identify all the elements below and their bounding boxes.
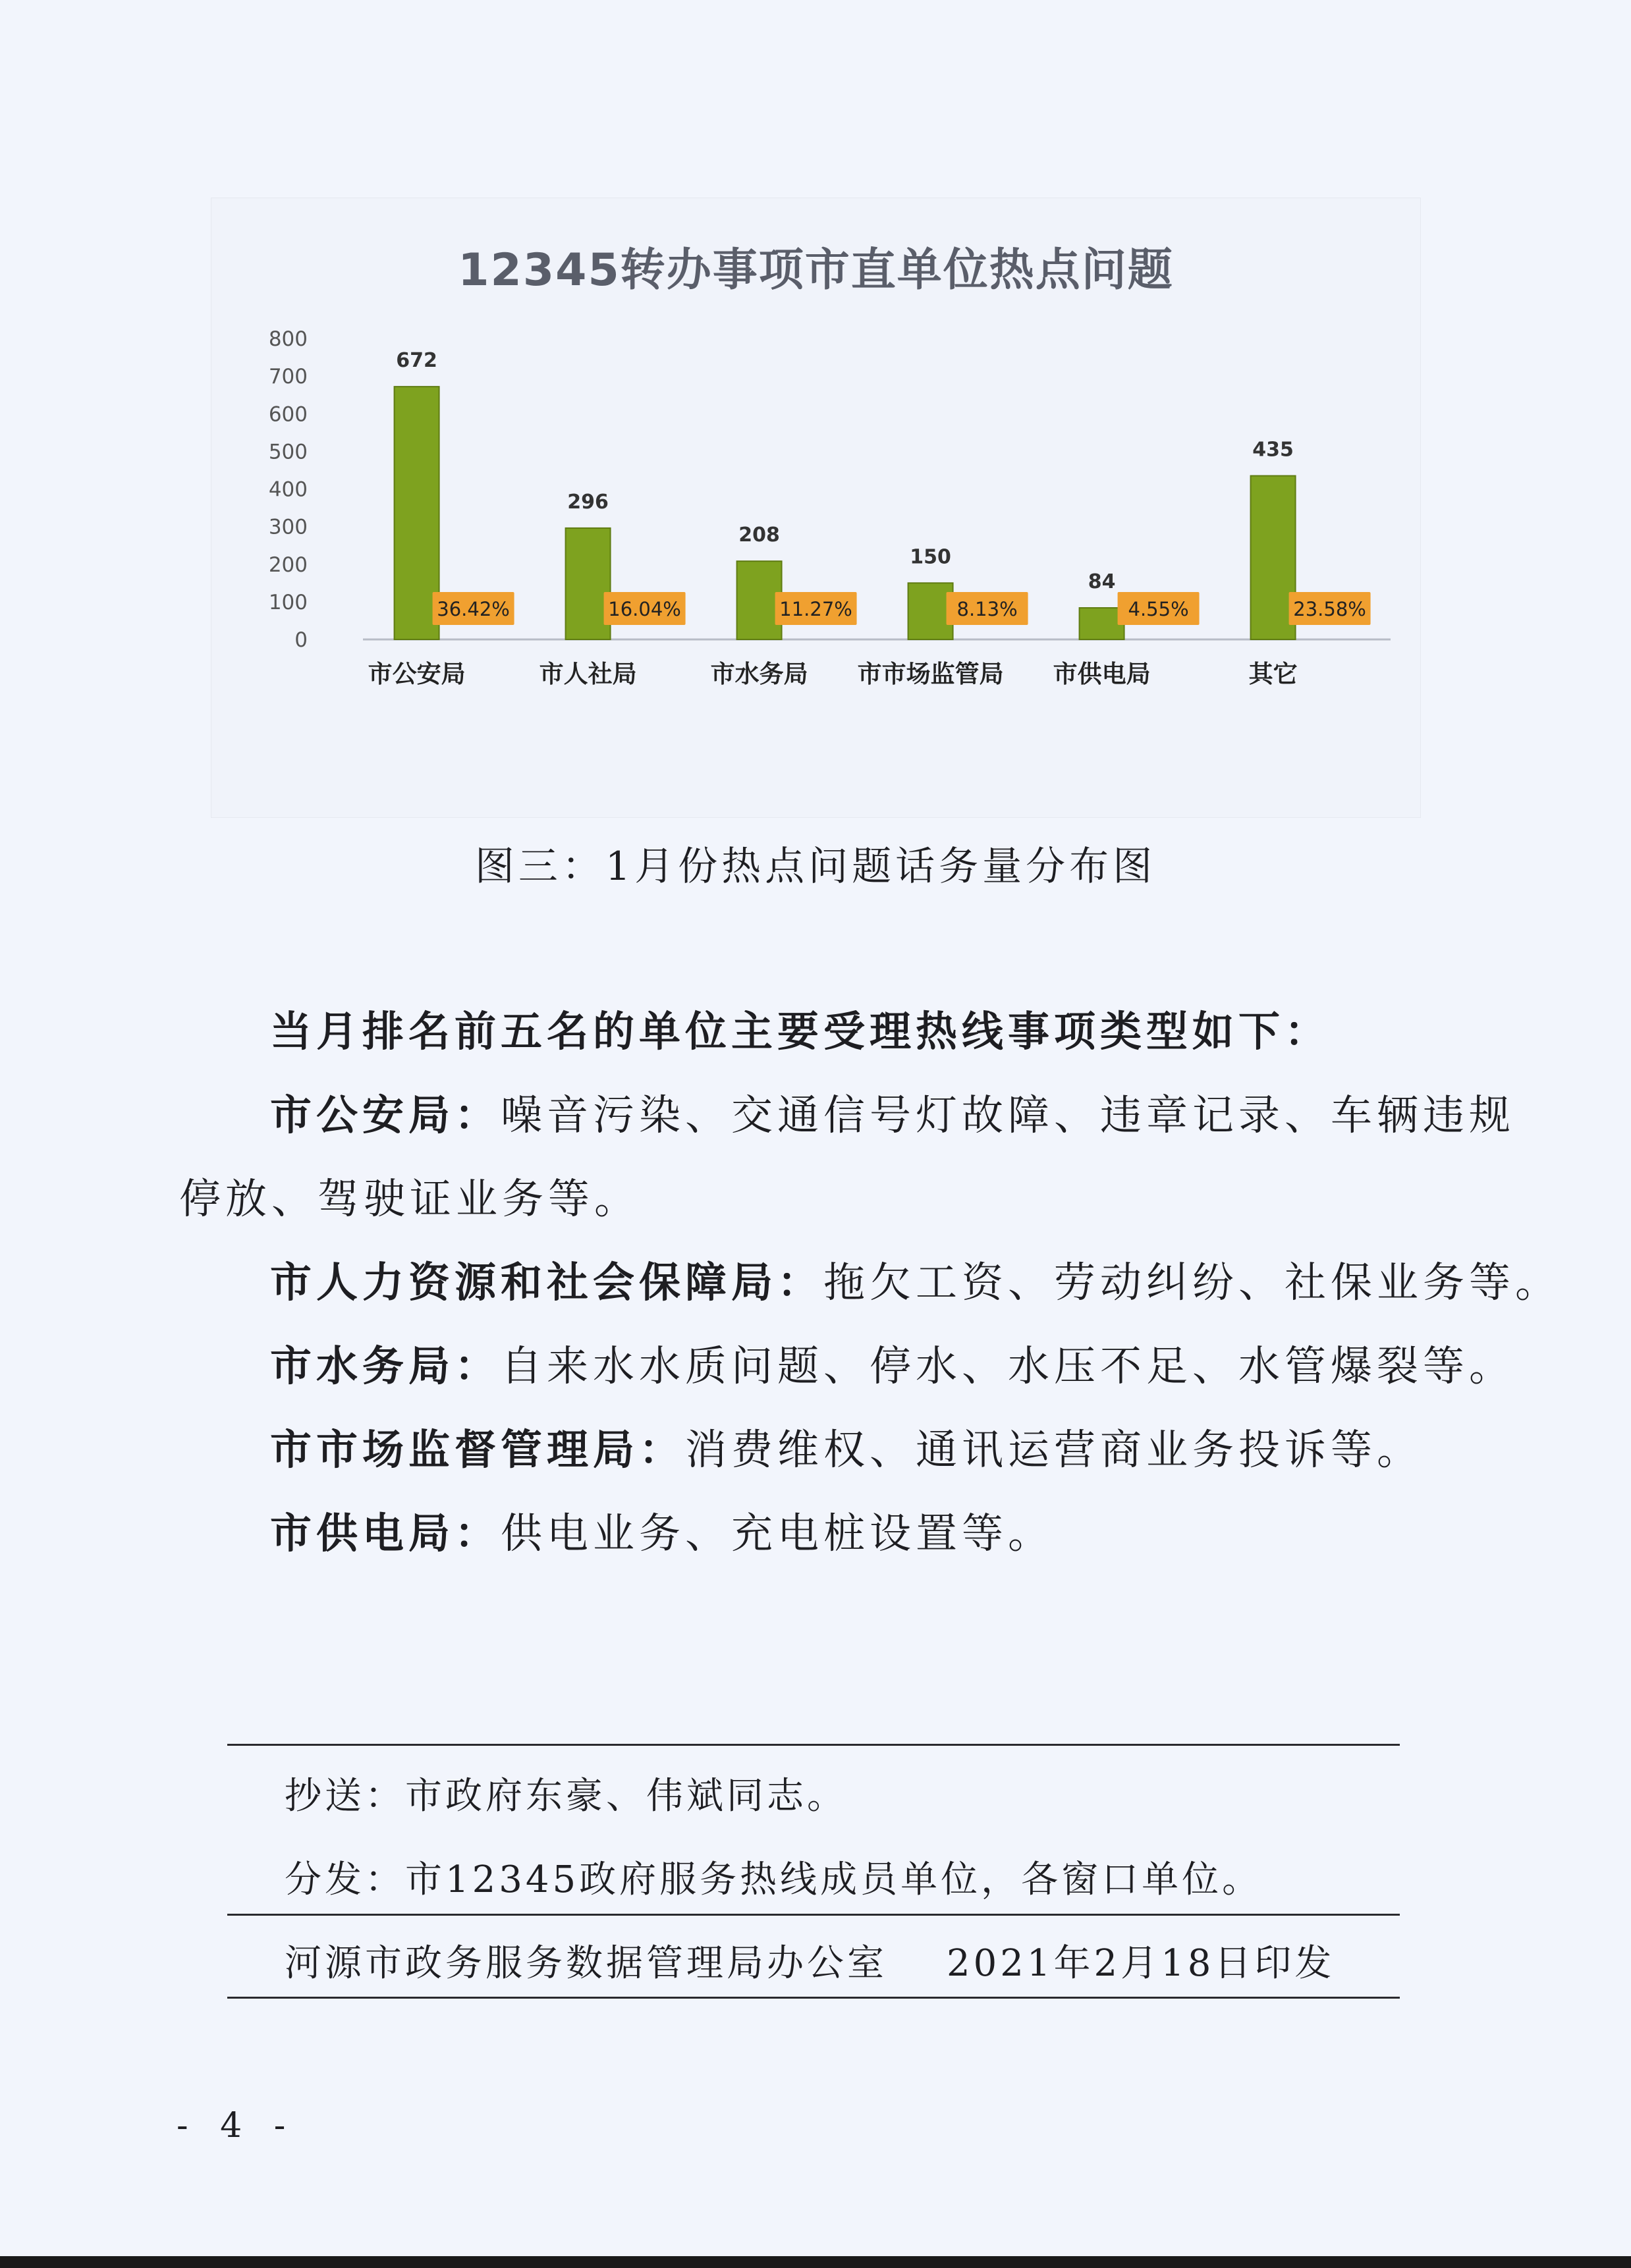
- percent-label: 8.13%: [956, 598, 1018, 620]
- category-label: 市人社局: [539, 660, 637, 688]
- y-tick-label: 800: [268, 327, 308, 351]
- item-text: 供电业务、充电桩设置等。: [501, 1509, 1054, 1557]
- bar: [1251, 476, 1296, 639]
- bar: [1080, 608, 1124, 639]
- value-label: 672: [396, 349, 437, 373]
- percent-label: 23.58%: [1293, 598, 1366, 620]
- y-tick-label: 0: [294, 628, 308, 652]
- y-tick-label: 600: [268, 402, 308, 427]
- scan-edge: [0, 2256, 1631, 2268]
- value-label: 84: [1088, 570, 1116, 594]
- item-unit: 市市场监督管理局：: [270, 1426, 685, 1474]
- item-market: [270, 1426, 1423, 1474]
- percent-label: 16.04%: [608, 598, 681, 620]
- item-unit: 市公安局：: [270, 1091, 501, 1139]
- divider-bottom: [227, 1997, 1400, 1999]
- y-tick-label: 400: [268, 477, 308, 502]
- bar: [395, 387, 439, 639]
- percent-label: 4.55%: [1128, 598, 1189, 620]
- value-label: 208: [738, 524, 780, 547]
- item-unit: 市供电局：: [270, 1509, 501, 1557]
- intro-heading: 当月排名前五名的单位主要受理热线事项类型如下：: [270, 1008, 1331, 1056]
- divider-middle: [227, 1914, 1400, 1916]
- y-tick-label: 500: [268, 440, 308, 464]
- chart-canvas: [211, 198, 1420, 817]
- bar: [737, 561, 782, 639]
- y-tick-label: 200: [268, 553, 308, 577]
- item-unit: 市水务局：: [270, 1342, 501, 1390]
- y-tick-label: 300: [268, 515, 308, 539]
- divider-top: [227, 1744, 1400, 1746]
- item-police: [270, 1091, 1515, 1139]
- figure-caption: 图三：1月份热点问题话务量分布图: [474, 844, 1157, 890]
- item-text: 自来水水质问题、停水、水压不足、水管爆裂等。: [501, 1342, 1515, 1390]
- category-label: 市供电局: [1053, 660, 1151, 688]
- copy-to-line: 抄送：市政府东豪、伟斌同志。: [285, 1775, 847, 1818]
- item-text: 停放、驾驶证业务等。: [179, 1175, 640, 1223]
- issuer: 河源市政务服务数据管理局办公室: [285, 1942, 887, 1985]
- category-label: 市公安局: [368, 660, 466, 688]
- value-label: 435: [1252, 438, 1294, 462]
- item-text: 噪音污染、交通信号灯故障、违章记录、车辆违规: [501, 1091, 1515, 1139]
- issuer-line: [285, 1934, 1335, 1987]
- bar-chart: [211, 198, 1421, 818]
- item-water: [270, 1342, 1515, 1390]
- bar: [908, 583, 953, 639]
- item-power: [270, 1509, 1054, 1557]
- page-number: - 4 -: [177, 2106, 296, 2146]
- category-label: 市市场监管局: [857, 660, 1004, 688]
- item-police-continued: [179, 1175, 640, 1223]
- distribute-line: 分发：市12345政府服务热线成员单位，各窗口单位。: [285, 1858, 1263, 1901]
- y-tick-label: 100: [268, 590, 308, 614]
- item-hr: [270, 1258, 1561, 1307]
- bar: [566, 528, 611, 639]
- value-label: 296: [567, 490, 609, 514]
- percent-label: 11.27%: [779, 598, 852, 620]
- item-text: 消费维权、通讯运营商业务投诉等。: [685, 1426, 1423, 1474]
- percent-label: 36.42%: [437, 598, 510, 620]
- issue-date: 2021年2月18日印发: [947, 1942, 1335, 1985]
- value-label: 150: [910, 545, 951, 569]
- y-tick-label: 700: [268, 365, 308, 389]
- category-label: 其它: [1248, 660, 1298, 688]
- category-label: 市水务局: [710, 660, 808, 688]
- chart-title: 12345转办事项市直单位热点问题: [458, 244, 1174, 296]
- item-text: 拖欠工资、劳动纠纷、社保业务等。: [823, 1258, 1561, 1307]
- item-unit: 市人力资源和社会保障局：: [270, 1258, 823, 1307]
